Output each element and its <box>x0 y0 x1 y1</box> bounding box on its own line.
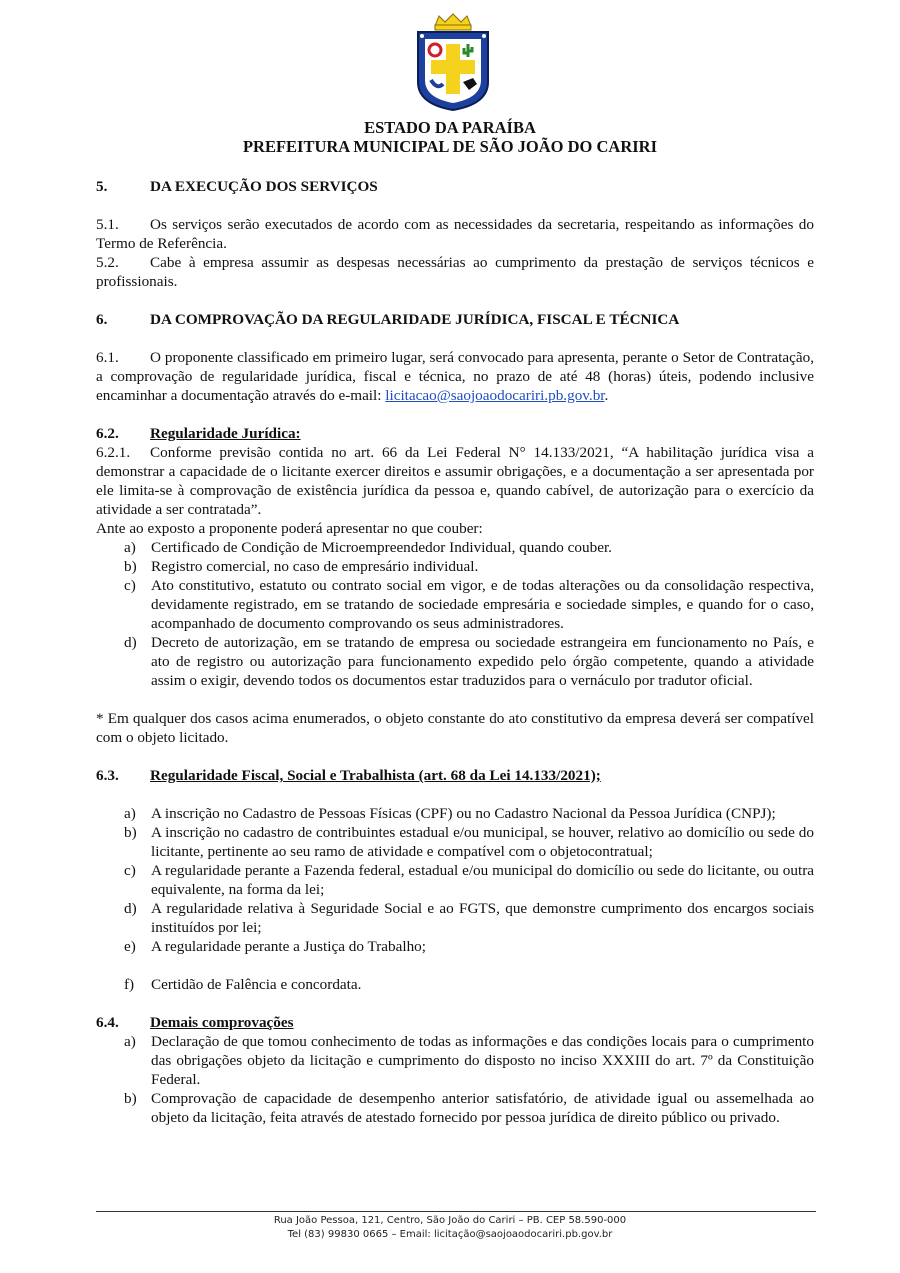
email-link[interactable]: licitacao@saojoaodocariri.pb.gov.br <box>385 387 605 404</box>
list-6-3 <box>96 804 814 994</box>
document-header <box>0 118 900 156</box>
header-municipality: PREFEITURA MUNICIPAL DE SÃO JOÃO DO CARIRI <box>242 137 658 156</box>
list-6-2 <box>96 538 814 690</box>
municipal-coat-of-arms-icon <box>413 12 493 112</box>
list-item: b) Registro comercial, no caso de empresário individual. <box>124 558 479 575</box>
list-item: d) Decreto de autorização, em se tratando de empresa ou sociedade estrangeira em funcionamento no País, e ato de registro ou autorização para funcionamento expedido pelo órgão competente, quando a atividade assim o exigir, devendo todos os documentos estar traduzidos para o vernáculo por tradutor oficial. <box>124 634 814 689</box>
clause-6-2-intro: Ante ao exposto a proponente poderá apresentar no que couber: <box>96 520 483 537</box>
footer-contact: Tel (83) 99830 0665 – Email: licitação@saojoaodocariri.pb.gov.br <box>287 1229 613 1240</box>
section-6-2-title: 6.2. Regularidade Jurídica: <box>96 425 301 442</box>
list-item: e) A regularidade perante a Justiça do Trabalho; <box>124 938 426 955</box>
list-item: d) A regularidade relativa à Seguridade Social e ao FGTS, que demonstre cumprimento dos encargos sociais instituídos por lei; <box>124 900 814 936</box>
clause-5-1: 5.1. Os serviços serão executados de acordo com as necessidades da secretaria, respeitando as informações do Termo de Referência. <box>96 216 814 252</box>
clause-6-2-1: 6.2.1. Conforme previsão contida no art. 66 da Lei Federal N° 14.133/2021, “A habilitação jurídica visa a demonstrar a capacidade de o licitante exercer direitos e assumir obrigações, e a documentação a ser apresentada por ele limita-se à comprovação de existência jurídica da pessoa e, quando cabível, de autorização para o exercício da atividade a ser contratada”. <box>96 444 814 518</box>
list-spacer <box>96 956 814 975</box>
footer-divider <box>96 1211 816 1212</box>
list-6-4 <box>96 1032 814 1127</box>
document-body <box>96 177 814 1127</box>
list-item: a) Declaração de que tomou conhecimento de todas as informações e das condições locais para o cumprimento das obrigações objeto da licitação e cumprimento do disposto no inciso XXXIII do art. 7º da Constituição Federal. <box>124 1033 814 1088</box>
list-item: f) Certidão de Falência e concordata. <box>124 976 362 993</box>
list-item: a) Certificado de Condição de Microempreendedor Individual, quando couber. <box>124 539 612 556</box>
list-item: c) Ato constitutivo, estatuto ou contrato social em vigor, e de todas alterações ou da consolidação respectiva, devidamente registrado, em se tratando de sociedade empresária e sociedade simples, e quando for o caso, acompanhado de documento comprovando os seus administradores. <box>124 577 814 632</box>
list-item: a) A inscrição no Cadastro de Pessoas Físicas (CPF) ou no Cadastro Nacional da Pessoa Jurídica (CNPJ); <box>124 805 776 822</box>
section-6-title: 6. DA COMPROVAÇÃO DA REGULARIDADE JURÍDICA, FISCAL E TÉCNICA <box>96 311 680 328</box>
list-item: b) A inscrição no cadastro de contribuintes estadual e/ou municipal, se houver, relativo ao domicílio ou sede do licitante, pertinente ao seu ramo de atividade e compatível com o objetocontratual; <box>124 824 814 860</box>
list-item: b) Comprovação de capacidade de desempenho anterior satisfatório, de atividade igual ou assemelhada ao objeto da licitação, feita através de atestado fornecido por pessoa jurídica de direito público ou privado. <box>124 1090 814 1126</box>
section-6-3-title: 6.3. Regularidade Fiscal, Social e Trabalhista (art. 68 da Lei 14.133/2021); <box>96 767 601 784</box>
clause-6-1: 6.1. O proponente classificado em primeiro lugar, será convocado para apresenta, perante o Setor de Contratação, a comprovação de regularidade jurídica, fiscal e técnica, no prazo de até 48 (horas) úteis, podendo inclusive encaminhar a documentação através do e-mail: licitacao@saojoaodocariri.pb.gov.br. <box>96 349 814 404</box>
list-item: c) A regularidade perante a Fazenda federal, estadual e/ou municipal do domicílio ou sede do licitante, ou outra equivalente, na forma da lei; <box>124 862 814 898</box>
section-6-4-title: 6.4. Demais comprovações <box>96 1014 294 1031</box>
clause-5-2: 5.2. Cabe à empresa assumir as despesas necessárias ao cumprimento da prestação de serviços técnicos e profissionais. <box>96 254 814 290</box>
document-footer <box>0 1214 900 1242</box>
footer-address: Rua João Pessoa, 121, Centro, São João do Cariri – PB. CEP 58.590-000 <box>273 1215 627 1226</box>
section-5-title: 5. DA EXECUÇÃO DOS SERVIÇOS <box>96 178 378 195</box>
header-state: ESTADO DA PARAÍBA <box>364 118 536 137</box>
note-6-2: * Em qualquer dos casos acima enumerados, o objeto constante do ato constitutivo da empresa deverá ser compatível com o objeto licitado. <box>96 710 814 746</box>
